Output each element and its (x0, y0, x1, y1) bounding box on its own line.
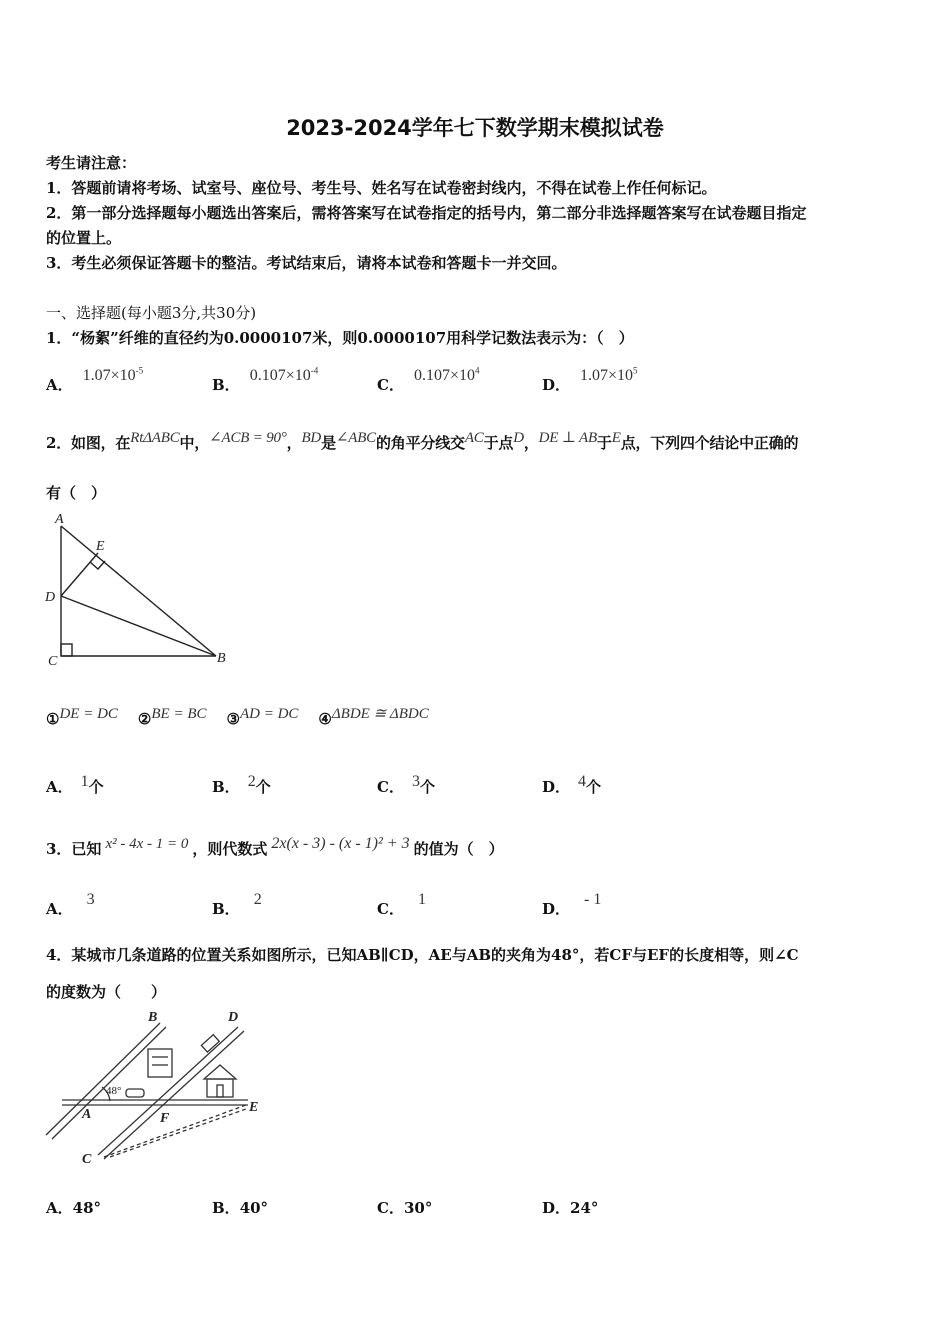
q1-option-a[interactable] (46, 365, 144, 395)
option-unit: 个 (88, 778, 104, 796)
stem-text: 3．已知 (46, 840, 102, 858)
conclusion-number: ① (46, 710, 60, 728)
stem-text: 点，下列四个结论中正确的 (620, 434, 799, 452)
notice-item: 2．第一部分选择题每小题选出答案后，需将答案写在试卷指定的括号内，第二部分非选择题答案写在试卷题目指定 (46, 204, 807, 222)
q2-option-b[interactable] (212, 773, 271, 797)
option-value (250, 367, 319, 384)
q1-option-b[interactable] (212, 365, 319, 395)
triangle-figure (40, 508, 240, 673)
q3-option-a[interactable] (46, 891, 95, 919)
option-label: C． (377, 376, 404, 394)
option-value: 2 (253, 891, 262, 908)
conclusion-expr: ΔBDE ≅ ΔBDC (331, 706, 429, 722)
option-exponent: -5 (135, 365, 144, 376)
option-label: C． (377, 778, 404, 796)
stem-math: BD (301, 430, 322, 446)
stem-text: ， (286, 434, 302, 452)
q2-conclusions (46, 706, 429, 729)
option-value: - 1 (584, 891, 602, 908)
option-unit: 个 (255, 778, 271, 796)
q1-option-d[interactable] (542, 365, 638, 395)
q3-option-b[interactable] (212, 891, 262, 919)
road-ab (46, 1023, 160, 1135)
q4-option-a[interactable] (46, 1197, 101, 1218)
notice-item: 1．答题前请将考场、试室号、座位号、考生号、姓名写在试卷密封线内，不得在试卷上作任何标记。 (46, 179, 717, 197)
option-base: 0.107×10 (249, 367, 311, 384)
label-angle: 48° (106, 1085, 122, 1097)
page-title: 2023-2024学年七下数学期末模拟试卷 (286, 116, 664, 140)
question-2-stem (46, 432, 798, 453)
q3-option-d[interactable] (542, 891, 602, 919)
stem-text: 是 (321, 434, 336, 452)
label-b: B (148, 1010, 158, 1025)
conclusion-expr: AD = DC (239, 706, 299, 722)
house-icon (204, 1065, 236, 1079)
option-value: 48° (72, 1199, 102, 1217)
option-label: D． (542, 900, 571, 918)
notice-item: 3．考生必须保证答题卡的整洁。考试结束后，请将本试卷和答题卡一并交回。 (46, 254, 567, 272)
segment-bd (61, 596, 216, 656)
roads-figure (40, 1005, 270, 1170)
stem-math: x² - 4x - 1 = 0 (105, 836, 189, 852)
stem-text: 于 (596, 434, 612, 452)
stem-text: 的值为（ ） (413, 840, 504, 858)
option-value: 40° (239, 1199, 269, 1217)
stem-math: AC (464, 430, 484, 446)
stem-text: 于点 (483, 434, 514, 452)
right-angle-e (90, 561, 105, 569)
option-label: D． (542, 1199, 571, 1217)
q4-option-c[interactable] (377, 1197, 432, 1218)
stem-text: 2．如图，在 (46, 434, 131, 452)
section-heading: 一、选择题(每小题3分,共30分) (46, 304, 257, 322)
option-label: B． (212, 376, 240, 394)
option-value (83, 367, 144, 384)
q2-option-c[interactable] (377, 773, 435, 797)
stem-math: ∠ABC (335, 430, 376, 446)
building-icon (148, 1049, 172, 1077)
label-c: C (48, 654, 58, 669)
q1-option-c[interactable] (377, 365, 480, 395)
option-base: 1.07×10 (580, 367, 634, 384)
stem-math: ∠ACB = 90° (209, 430, 287, 446)
option-exponent: 5 (633, 365, 638, 376)
question-2-stem-line2: 有（ ） (46, 484, 107, 502)
option-label: D． (542, 778, 571, 796)
option-label: C． (377, 1199, 404, 1217)
option-label: C． (377, 900, 404, 918)
option-exponent: -4 (310, 365, 319, 376)
option-label: D． (542, 376, 571, 394)
stem-text: ，则代数式 (192, 840, 268, 858)
label-a: A (82, 1107, 92, 1122)
option-value: 3 (411, 773, 420, 790)
option-value: 24° (570, 1199, 599, 1217)
right-angle-c (61, 644, 72, 656)
option-label: B． (212, 1199, 240, 1217)
option-value: 1 (417, 891, 426, 908)
q4-option-b[interactable] (212, 1197, 268, 1218)
option-value: 30° (403, 1199, 433, 1217)
label-c: C (82, 1152, 92, 1167)
option-base: 1.07×10 (82, 367, 136, 384)
label-a: A (55, 512, 64, 527)
truck-icon (201, 1035, 219, 1052)
question-4-stem: 4．某城市几条道路的位置关系如图所示，已知AB∥CD，AE与AB的夹角为48°，若CF与EF的长度相等，则∠C (46, 946, 799, 964)
road-ce (104, 1105, 246, 1157)
question-4-stem-line2: 的度数为（ ） (46, 983, 167, 1001)
option-unit: 个 (586, 778, 602, 796)
option-label: A． (46, 1199, 73, 1217)
conclusion-number: ④ (318, 710, 332, 728)
option-unit: 个 (419, 778, 435, 796)
segment-de (61, 553, 98, 596)
stem-math: E (611, 430, 621, 446)
label-e: E (96, 539, 105, 554)
option-label: A． (46, 376, 73, 394)
label-d: D (45, 590, 56, 605)
q4-option-d[interactable] (542, 1197, 598, 1218)
road-ab-edge (52, 1027, 166, 1139)
car-icon (126, 1089, 144, 1097)
option-base: 0.107×10 (413, 367, 475, 384)
label-b: B (217, 651, 226, 666)
option-label: A． (46, 900, 73, 918)
conclusion-number: ③ (226, 710, 240, 728)
conclusion-number: ② (137, 710, 152, 728)
stem-text: 的角平分线交 (376, 434, 465, 452)
conclusion-expr: DE = DC (59, 706, 118, 722)
option-value: 1 (80, 773, 89, 790)
option-value (414, 367, 480, 384)
option-value: 2 (247, 773, 256, 790)
option-value: 4 (578, 773, 587, 790)
option-exponent: 4 (474, 365, 480, 376)
stem-text: ， (523, 434, 539, 452)
label-f: F (160, 1111, 170, 1126)
option-label: A． (46, 778, 73, 796)
stem-math: D (513, 430, 524, 446)
q2-option-a[interactable] (46, 773, 104, 797)
option-label: B． (212, 778, 240, 796)
option-value (580, 367, 638, 384)
q2-option-d[interactable] (542, 773, 602, 797)
notice-heading: 考生请注意： (46, 154, 137, 172)
question-1-stem: 1．“杨絮”纤维的直径约为0.0000107米，则0.0000107用科学记数法表示为：（ ） (46, 329, 634, 347)
q3-option-c[interactable] (377, 891, 426, 919)
stem-text: 中， (179, 434, 210, 452)
side-ab (61, 526, 216, 656)
stem-math: DE ⊥ AB (538, 430, 597, 446)
label-e: E (249, 1100, 259, 1115)
option-label: B． (212, 900, 240, 918)
road-ce-edge (110, 1109, 246, 1157)
stem-math: 2x(x - 3) - (x - 1)² + 3 (271, 835, 410, 852)
notice-item: 的位置上。 (46, 229, 122, 247)
stem-math: RtΔABC (130, 430, 180, 446)
label-d: D (228, 1010, 239, 1025)
option-value: 3 (86, 891, 95, 908)
conclusion-expr: BE = BC (151, 706, 207, 722)
question-3-stem (46, 835, 504, 859)
